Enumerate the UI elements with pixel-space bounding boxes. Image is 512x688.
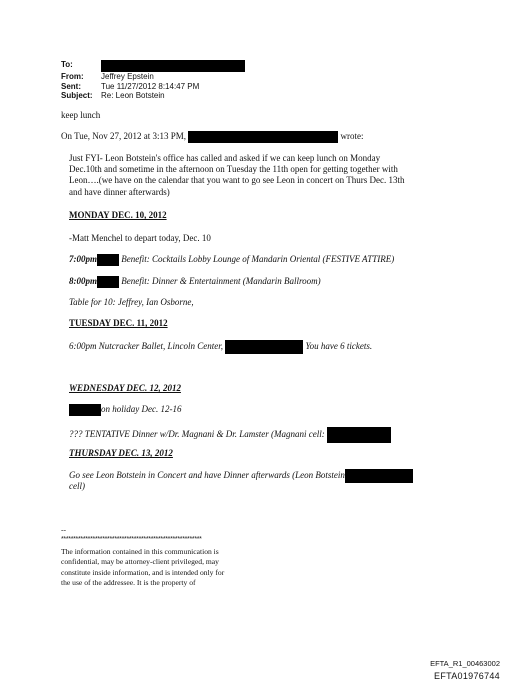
- wednesday-heading: WEDNESDAY DEC. 12, 2012: [69, 383, 181, 393]
- quote-intro: On Tue, Nov 27, 2012 at 3:13 PM,: [61, 131, 187, 142]
- fyi-line-3: Leon….(we have on the calendar that you want to go see Leon in concert on Thurs Dec. 13th: [69, 175, 405, 186]
- to-row: [61, 60, 245, 72]
- conf-line-1: The information contained in this communication is: [61, 547, 219, 556]
- redaction-botstein-cell: [345, 469, 413, 483]
- sent-label: Sent:: [61, 81, 81, 91]
- bates-number-2: EFTA01976744: [434, 671, 500, 681]
- redaction-wednesday-name: [69, 404, 101, 416]
- quote-wrote: wrote:: [340, 131, 364, 142]
- email-header: [61, 60, 245, 101]
- monday-event-1-line: [69, 254, 394, 266]
- redaction-monday-2: [97, 276, 119, 288]
- signature-dash: --: [61, 525, 67, 534]
- wednesday-dinner-line: [69, 427, 391, 443]
- conf-line-2: confidential, may be attorney-client privileged, may: [61, 557, 219, 567]
- signature-stars: **********************************************************: [61, 536, 202, 543]
- conf-line-3: constitute inside information, and is intended only for: [61, 567, 225, 577]
- subject-row: [61, 91, 245, 101]
- monday-event-2: Benefit: Dinner & Entertainment (Mandarin Ballroom): [121, 276, 321, 287]
- monday-time-2: 8:00pm: [69, 276, 97, 287]
- monday-time-1: 7:00pm: [69, 254, 97, 265]
- tuesday-event-line: [69, 340, 372, 354]
- tuesday-heading: TUESDAY DEC. 11, 2012: [69, 318, 168, 328]
- tuesday-tickets: You have 6 tickets.: [305, 341, 373, 352]
- monday-heading: MONDAY DEC. 10, 2012: [69, 210, 167, 220]
- thursday-event-line-1: [69, 469, 413, 483]
- confidentiality-notice: [61, 547, 224, 589]
- monday-table: Table for 10: Jeffrey, Ian Osborne,: [69, 297, 194, 307]
- wednesday-holiday-line: [69, 404, 181, 416]
- from-row: [61, 72, 245, 82]
- redaction-monday-1: [97, 254, 119, 266]
- reply-text: keep lunch: [61, 110, 101, 120]
- bates-number-1: EFTA_R1_00463002: [430, 659, 500, 668]
- to-label: To:: [61, 60, 73, 69]
- subject-value: Re: Leon Botstein: [101, 91, 165, 101]
- conf-line-4: the use of the addressee. It is the property of: [61, 578, 196, 588]
- redaction-to: [101, 60, 245, 72]
- redaction-magnani-cell: [327, 427, 391, 443]
- wednesday-dinner: ??? TENTATIVE Dinner w/Dr. Magnani & Dr. Lamster (Magnani cell:: [69, 429, 325, 440]
- wednesday-holiday: on holiday Dec. 12-16: [101, 404, 182, 415]
- monday-event-1: Benefit: Cocktails Lobby Lounge of Mandarin Oriental (FESTIVE ATTIRE): [121, 254, 395, 265]
- monday-item-1: -Matt Menchel to depart today, Dec. 10: [69, 233, 211, 243]
- fyi-line-2: Dec.10th and sometime in the afternoon on Tuesday the 11th open for getting together with: [69, 164, 398, 175]
- quote-intro-line: [61, 131, 364, 143]
- thursday-event-2: cell): [69, 481, 85, 491]
- from-value: Jeffrey Epstein: [101, 72, 154, 81]
- subject-label: Subject:: [61, 91, 93, 101]
- fyi-paragraph: [69, 153, 404, 198]
- sent-value: Tue 11/27/2012 8:14:47 PM: [101, 81, 200, 91]
- tuesday-event: 6:00pm Nutcracker Ballet, Lincoln Center,: [69, 341, 223, 352]
- fyi-line-1: Just FYI- Leon Botstein's office has called and asked if we can keep lunch on Monday: [69, 153, 381, 163]
- redaction-sender: [188, 131, 338, 143]
- thursday-heading: THURSDAY DEC. 13, 2012: [69, 448, 173, 458]
- from-label: From:: [61, 72, 84, 81]
- thursday-event-1: Go see Leon Botstein in Concert and have Dinner afterwards (Leon Botstein: [69, 470, 345, 481]
- fyi-line-4: and have dinner afterwards): [69, 186, 170, 197]
- redaction-tuesday: [225, 340, 303, 354]
- sent-row: [61, 82, 245, 92]
- monday-event-2-line: [69, 276, 321, 288]
